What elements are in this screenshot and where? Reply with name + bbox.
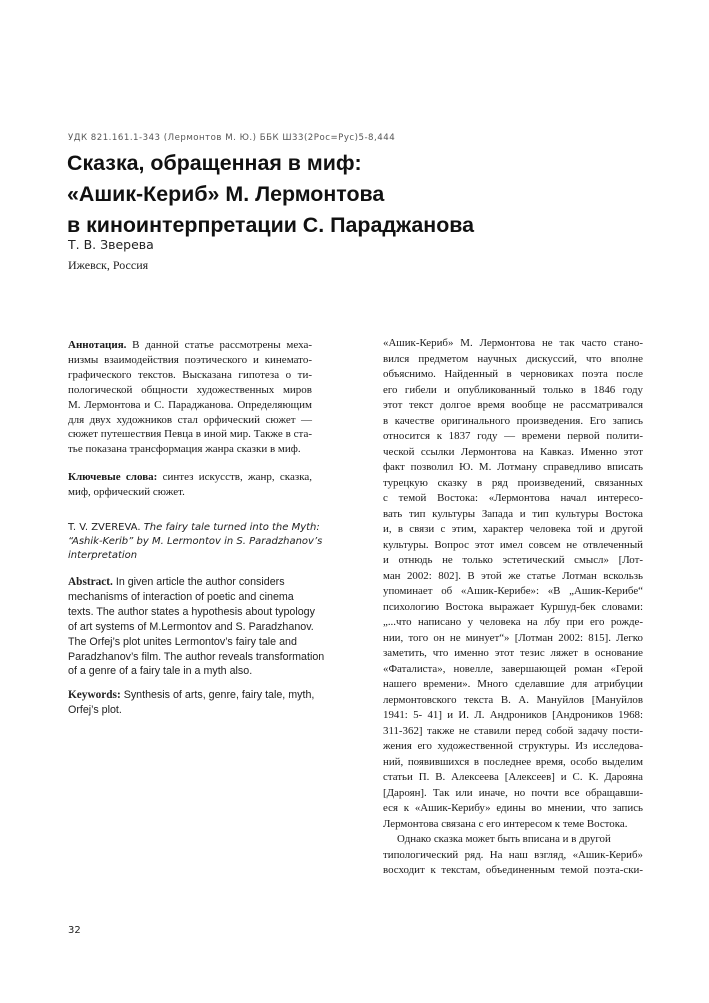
abstract-ru-line: низмы взаимодействия поэтического и кинемато-: [68, 353, 312, 366]
body-line: вать тип культуры Запада и тип культуры Востока: [383, 507, 643, 520]
keywords-ru-text: синтез искусств, жанр, сказка,: [157, 471, 313, 483]
english-heading-line: interpretation: [68, 550, 138, 562]
english-heading-line: “Ashik-Kerib” by M. Lermontov in S. Paradzhanov’s: [68, 536, 323, 548]
body-line: относится к 1837 году — времени первой полити-: [383, 430, 643, 442]
body-line: ний, появившихся в последнее время, особо выделим: [383, 755, 643, 768]
body-line: „...что написано у человека на лбу при его рожде-: [383, 616, 643, 628]
abstract-en-text: In given article the author considers: [112, 576, 285, 588]
keywords-en-text: Synthesis of arts, genre, fairy tale, myth,: [120, 689, 315, 701]
body-line: статьи П. В. Алексеева [Алексеев] и С. К. Дарояна: [383, 771, 643, 783]
author-name: Т. В. Зверева: [68, 237, 154, 252]
body-line: типологический ряд. На наш взгляд, «Ашик-Кериб»: [383, 848, 643, 861]
keywords-en-line: Orfej’s plot.: [68, 703, 122, 716]
abstract-ru-line: пологической общности художественных миров: [68, 383, 312, 396]
abstract-ru-text: В данной статье рассмотрены меха-: [126, 339, 312, 351]
body-line: турецкую сказку в ряд произведений, связанных: [383, 476, 643, 489]
abstract-ru-line: тье показана трансформация жанра сказки в миф.: [68, 443, 301, 456]
abstract-en-line: of art systems of M.Lermontov and S. Paradzhanov.: [68, 620, 314, 633]
title-line: Сказка, обращенная в миф:: [67, 151, 362, 175]
abstract-en-line: texts. The author states a hypothesis about typology: [68, 605, 315, 618]
abstract-ru-line: [68, 338, 312, 353]
abstract-en-line: The Orfej’s plot unites Lermontov’s fairy tale and: [68, 635, 297, 648]
body-line: «Ашик-Кериб» М. Лермонтова не так часто стано-: [383, 337, 643, 349]
body-line: лермонтовского текста В. А. Мануйлов [Мануйлов: [383, 693, 643, 706]
body-line: культуры. Вопрос этот имел совсем не отвлеченный: [383, 538, 643, 551]
keywords-ru-line: миф, орфический сюжет.: [68, 485, 185, 498]
body-line: «Фаталиста», новелле, завершающей роман «Герой: [383, 662, 643, 675]
keywords-ru: [68, 470, 312, 500]
abstract-en-line: [68, 575, 338, 590]
abstract-en-line: mechanisms of interaction of poetic and cinema: [68, 590, 294, 603]
body-line: объяснимо. Найденный в черновиках поэта после: [383, 368, 643, 380]
abstract-ru-line: графического текстов. Высказана гипотеза о ти-: [68, 368, 312, 381]
abstract-en: [68, 575, 338, 679]
body-line: психологию Востока выражает Куршуд-бек словами:: [383, 600, 643, 613]
title-line: в киноинтерпретации С. Параджанова: [67, 213, 475, 237]
title-line: «Ашик-Кериб» М. Лермонтова: [67, 182, 385, 206]
page-number: 32: [68, 925, 81, 936]
abstract-ru-line: М. Лермонтова и С. Параджанова. Определяющим: [68, 398, 312, 411]
abstract-en-label: Abstract.: [68, 576, 113, 588]
body-line: [Дароян]. Так или иначе, но почти все обращавши-: [383, 786, 643, 799]
abstract-ru-line: для двух художников стал орфический сюжет —: [68, 413, 312, 426]
body-line: Однако сказка может быть вписана и в другой: [397, 833, 611, 845]
keywords-ru-label: Ключевые слова:: [68, 471, 158, 483]
body-line: ческой ссылки Лермонтова на Кавказ. Именно этот: [383, 445, 643, 458]
abstract-en-line: Paradzhanov’s film. The author reveals transformation: [68, 650, 325, 663]
body-line: 1941: 5- 41] и И. Л. Андроников [Андроников 1968:: [383, 709, 643, 721]
body-line: 311-362] также не ставили перед собой задачу пости-: [383, 724, 643, 737]
article-title: [67, 148, 667, 241]
abstract-ru-line: сюжет путешествия Певца в иной мир. Также в ста-: [68, 428, 312, 441]
keywords-ru-line: [68, 470, 312, 485]
english-heading-line: [68, 521, 328, 535]
keywords-en: [68, 688, 338, 718]
english-heading: [68, 521, 328, 564]
keywords-en-label: Keywords:: [68, 689, 121, 701]
udk-classification: УДК 821.161.1-343 (Лермонтов М. Ю.) ББК Ш33(2Рос=Рус)5-8,444: [68, 133, 396, 143]
body-line: жения его художественной структуры. Из исследова-: [383, 740, 643, 752]
body-line: заметить, что именно этот тезис ляжет в основание: [383, 647, 643, 659]
abstract-ru: [68, 338, 312, 457]
author-city: Ижевск, Россия: [68, 258, 149, 272]
keywords-en-line: [68, 688, 338, 703]
body-line: в качестве оригинального произведения. Его запись: [383, 414, 643, 427]
body-line: нашего времени». Много сделавшие для атрибуции: [383, 678, 643, 690]
body-line: упоминает об «Ашик-Керибе»: «В „Ашик-Керибе“: [383, 585, 643, 597]
body-line: этот текст долгое время вообще не рассматривался: [383, 399, 643, 411]
abstract-ru-label: Аннотация.: [68, 339, 127, 351]
body-line: Лермонтова связана с его интересом к теме Востока.: [383, 817, 628, 830]
body-line: и, в связи с этим, характер человека той и другой: [383, 523, 643, 535]
article-body-right-column: [383, 336, 643, 879]
body-line: с темой Востока: «Лермонтова начал интересо-: [383, 492, 643, 504]
body-line: ман 2002: 802]. В этой же статье Лотман вскользь: [383, 569, 643, 582]
body-line: еся к «Ашик-Керибу» едины во мнении, что запись: [383, 802, 643, 814]
abstract-en-line: of a genre of a fairy tale in a myth also.: [68, 665, 253, 678]
english-title: The fairy tale turned into the Myth:: [140, 522, 320, 533]
body-line: его гибели и опубликованный только в 1846 году: [383, 383, 643, 396]
body-line: вился предметом научных дискуссий, что вполне: [383, 352, 643, 365]
english-author: T. V. ZVEREVA.: [68, 522, 141, 533]
body-line: факт позволил Ю. М. Лотману справедливо вписать: [383, 461, 643, 473]
body-line: нии, того он не минует“» [Лотман 2002: 815]. Легко: [383, 631, 643, 644]
body-line: восходит к текстам, объединенным темой поэта-ски-: [383, 864, 643, 876]
body-line: и отнюдь не только эстетический смысл» [Лот-: [383, 554, 643, 566]
